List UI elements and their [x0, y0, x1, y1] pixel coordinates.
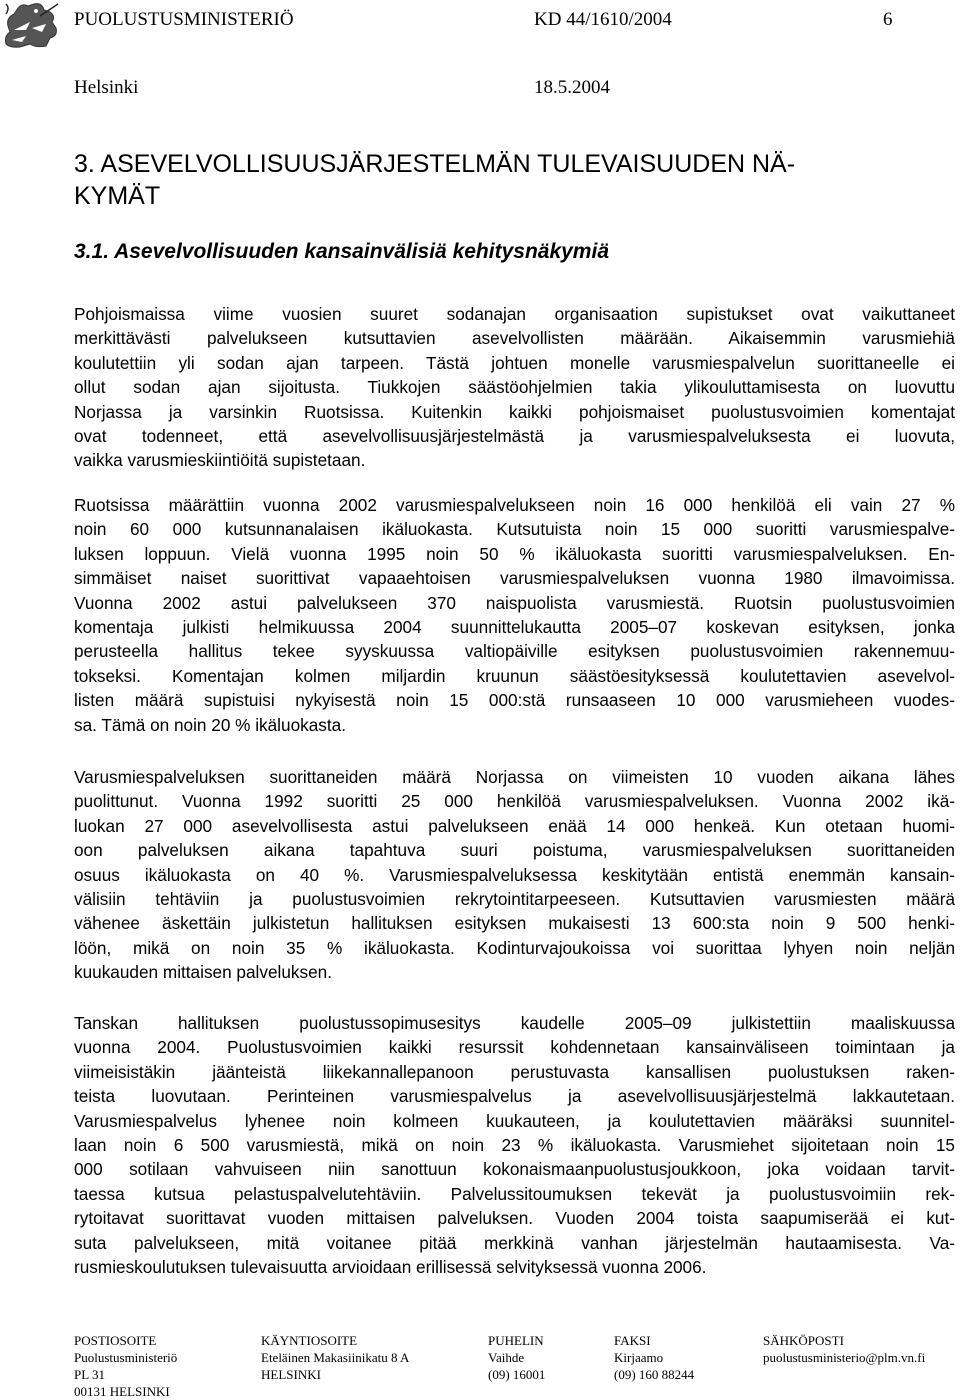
paragraph-line: Varusmiespalvelus lyhenee noin kolmeen kuukauteen, ja koulutettavien määräksi suunnitel- — [74, 1110, 955, 1131]
paragraph-line: Ruotsissa määrättiin vuonna 2002 varusmiespalvelukseen noin 16 000 henkilöä eli vain 27 % — [74, 495, 955, 515]
paragraph-line: rusmieskoulutuksen tulevaisuutta arvioidaan erillisessä selvityksessä vuonna 2006. — [74, 1256, 707, 1277]
paragraph-line: oon palveluksen aikana tapahtuva suuri poistuma, varusmiespalveluksen suorittaneiden — [74, 840, 955, 861]
paragraph-line: osuus ikäluokasta on 40 %. Varusmiespalveluksessa keskitytään entistä enemmän kansain- — [74, 864, 955, 885]
header-page-number: 6 — [883, 9, 893, 30]
footer-column-line: HELSINKI — [261, 1367, 321, 1382]
paragraph-line: teista luovutaan. Perinteinen varusmiespalvelus ja asevelvollisuusjärjestelmä lakkautetaan. — [74, 1086, 955, 1107]
footer-column-line: Puolustusministeriö — [74, 1350, 178, 1365]
paragraph-line: simmäiset naiset suorittivat vapaaehtoisen varusmiespalveluksen vuonna 1980 ilmavoimissa. — [74, 568, 955, 589]
footer-column-heading: KÄYNTIOSOITE — [261, 1333, 358, 1348]
footer-column-line: puolustusministerio@plm.vn.fi — [763, 1350, 926, 1365]
section-heading — [74, 148, 944, 212]
paragraph-line: löön, mikä on noin 35 % ikäluokasta. Kodinturvajoukoissa voi suorittaa lyhyen noin neljän — [74, 937, 955, 958]
footer-column-line: 00131 HELSINKI — [74, 1384, 170, 1399]
footer-column-visiting — [261, 1332, 409, 1383]
paragraph-denmark — [74, 1011, 955, 1279]
footer-column-line: PL 31 — [74, 1367, 105, 1382]
footer-column-line: Eteläinen Makasiinikatu 8 A — [261, 1350, 410, 1365]
section-heading-line: 3. ASEVELVOLLISUUSJÄRJESTELMÄN TULEVAISUUDEN NÄ- — [74, 150, 796, 178]
footer-column-heading: POSTIOSOITE — [74, 1333, 157, 1348]
paragraph-line: taessa kutsua pelastuspalvelutehtäviin. Palvelussitoumuksen tekevät ja puolustusvoimiin rek- — [74, 1183, 955, 1204]
paragraph-line: kuukauden mittaisen palveluksen. — [74, 962, 332, 983]
paragraph-line: luokan 27 000 asevelvollisesta astui palvelukseen enää 14 000 henkeä. Kun otetaan huomi- — [74, 815, 955, 836]
footer-column-line: (09) 160 88244 — [614, 1367, 695, 1382]
paragraph-line: 000 sotilaan vahvuiseen niin sanottuun kokonaismaanpuolustusjoukkoon, joka voidaan tarvit- — [74, 1159, 955, 1180]
paragraph-line: laan noin 6 500 varusmiestä, mikä on noin 23 % ikäluokasta. Varusmiehet sijoitetaan noin 15 — [74, 1134, 955, 1155]
header-city: Helsinki — [74, 77, 139, 98]
footer-column-fax — [614, 1332, 694, 1383]
coat-of-arms-lion-logo — [0, 0, 62, 50]
paragraph-norway — [74, 765, 955, 985]
paragraph-line: Vuonna 2002 astui palvelukseen 370 naispuolista varusmiestä. Ruotsin puolustusvoimien — [74, 592, 955, 613]
footer-column-email — [763, 1332, 925, 1366]
subsection-heading: 3.1. Asevelvollisuuden kansainvälisiä kehitysnäkymiä — [74, 240, 609, 263]
section-heading-line: KYMÄT — [74, 182, 161, 210]
footer-column-heading: FAKSI — [614, 1333, 651, 1348]
paragraph-sweden — [74, 493, 955, 737]
paragraph-line: koulutettiin yli sodan ajan tarpeen. Tästä johtuen monelle varusmiespalvelun suorittaneelle ei — [74, 352, 955, 373]
paragraph-line: sa. Tämä on noin 20 % ikäluokasta. — [74, 714, 346, 735]
paragraph-line: noin 60 000 kutsunnanalaisen ikäluokasta. Kutsutuista noin 15 000 suoritti varusmiespalve- — [74, 519, 955, 540]
paragraph-line: merkittävästi palvelukseen kutsuttavien asevelvollisten määrään. Aikaisemmin varusmiehiä — [74, 328, 955, 349]
paragraph-line: Norjassa ja varsinkin Ruotsissa. Kuitenkin kaikki pohjoismaiset puolustusvoimien komentajat — [74, 401, 955, 422]
paragraph-line: suta palvelukseen, mitä voitanee pitää merkkinä vanhan järjestelmän hautaamisesta. Va- — [74, 1232, 955, 1253]
paragraph-line: rytoitavat suorittavat vuoden mittaisen palveluksen. Vuoden 2004 toista saapumiserää ei kut- — [74, 1208, 955, 1229]
paragraph-line: viimeisistäkin jäänteistä liikekannallepanoon perustuvasta kansallisen puolustuksen raken- — [74, 1061, 955, 1082]
paragraph-line: Varusmiespalveluksen suorittaneiden määrä Norjassa on viimeisten 10 vuoden aikana lähes — [74, 767, 955, 787]
paragraph-line: tokseksi. Komentajan kolmen miljardin kruunun säästöesityksessä koulutettavien asevelvol- — [74, 665, 955, 686]
footer-column-line: (09) 16001 — [488, 1367, 546, 1382]
paragraph-line: luksen loppuun. Vielä vuonna 1995 noin 50 % ikäluokasta suoritti varusmiespalveluksen. En- — [74, 543, 955, 564]
header-organization: PUOLUSTUSMINISTERIÖ — [74, 9, 294, 30]
paragraph-line: puolittunut. Vuonna 1992 suoritti 25 000 henkilöä varusmiespalveluksen. Vuonna 2002 ikä- — [74, 791, 955, 812]
paragraph-line: perusteella hallitus tekee syyskuussa valtiopäiville esityksen puolustusvoimien rakennemuu- — [74, 641, 955, 662]
paragraph-line: vuonna 2004. Puolustusvoimien kaikki resurssit kohdennetaan kansainväliseen toimintaan ja — [74, 1037, 955, 1058]
paragraph-line: Tanskan hallituksen puolustussopimusesitys kaudelle 2005–09 julkistettiin maaliskuussa — [74, 1013, 955, 1033]
paragraph-line: Pohjoismaissa viime vuosien suuret sodanajan organisaation supistukset ovat vaikuttaneet — [74, 304, 955, 324]
paragraph-nordic-overview — [74, 302, 955, 473]
footer-column-heading: PUHELIN — [488, 1333, 544, 1348]
paragraph-line: välisiin tehtäviin ja puolustusvoimien rekrytointitarpeeseen. Kutsuttavien varusmiesten määrä — [74, 888, 955, 909]
footer-column-line: Kirjaamo — [614, 1350, 664, 1365]
footer-column-heading: SÄHKÖPOSTI — [763, 1333, 844, 1348]
header-date: 18.5.2004 — [534, 77, 610, 98]
paragraph-line: listen määrä supistuisi nykyisestä noin 15 000:stä runsaaseen 10 000 varusmieheen vuodes- — [74, 690, 955, 711]
paragraph-line: vähenee äskettäin julkistetun hallituksen esityksen mukaisesti 13 600:sta noin 9 500 henki- — [74, 913, 955, 934]
paragraph-line: vaikka varusmieskiintiöitä supistetaan. — [74, 450, 366, 471]
paragraph-line: ovat todenneet, että asevelvollisuusjärjestelmästä ja varusmiespalveluksesta ei luovuta, — [74, 425, 955, 446]
footer-column-postal — [74, 1332, 177, 1400]
header-doc-ref: KD 44/1610/2004 — [534, 9, 672, 30]
footer-column-phone — [488, 1332, 545, 1383]
paragraph-line: komentaja julkisti helmikuussa 2004 suunnittelukautta 2005–07 koskevan esityksen, jonka — [74, 616, 955, 637]
footer-column-line: Vaihde — [488, 1350, 525, 1365]
paragraph-line: ollut sodan ajan sijoitusta. Tiukkojen säästöohjelmien takia ylikouluttamisesta on luovuttu — [74, 377, 955, 398]
